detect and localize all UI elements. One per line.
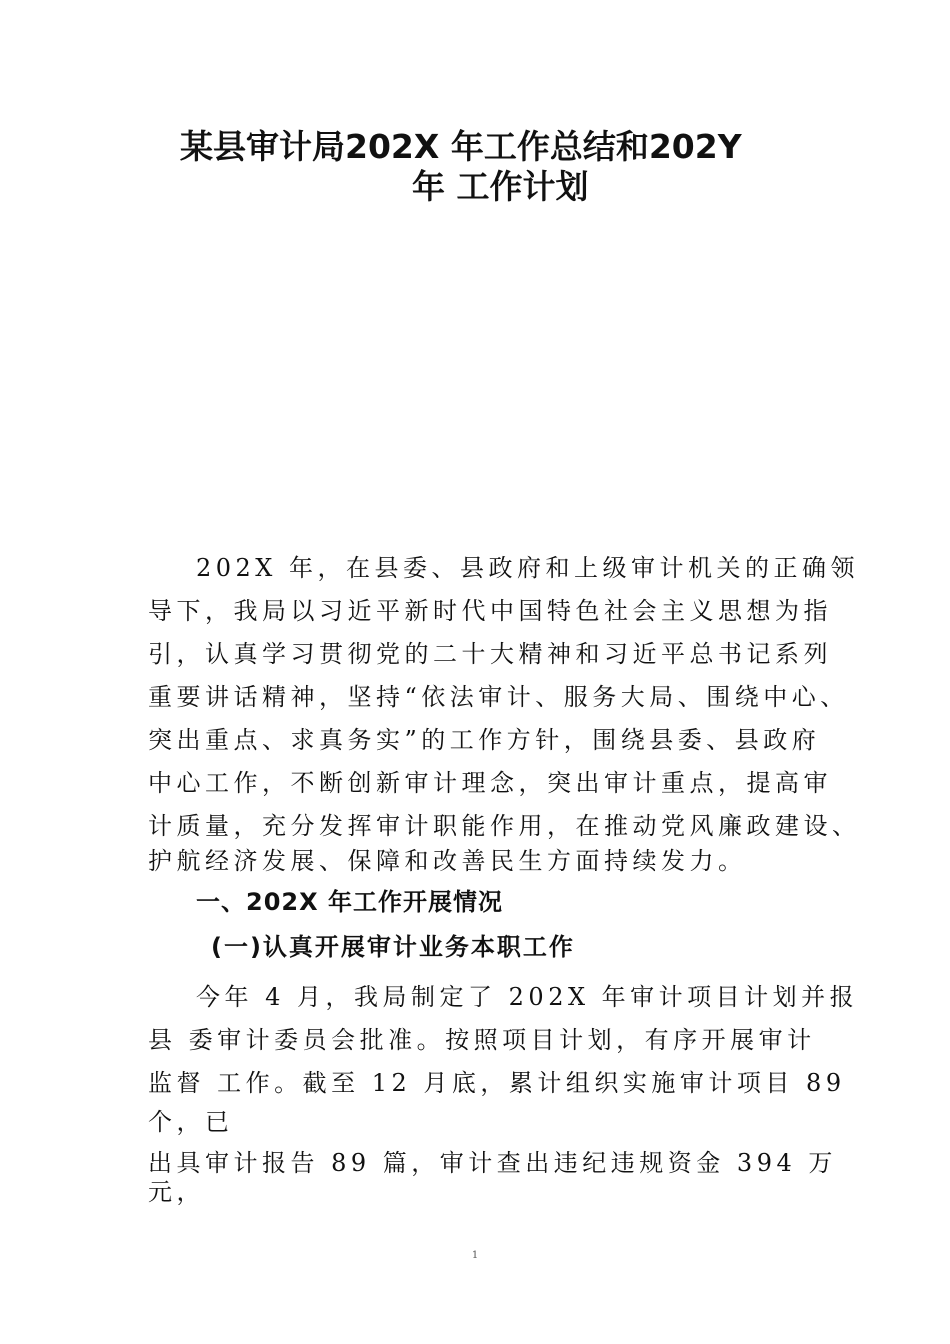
intro-paragraph-line: 202X 年，在县委、县政府和上级审计机关的正确领 <box>196 554 860 582</box>
section-heading: 一、202X 年工作开展情况 <box>196 888 503 916</box>
intro-paragraph-line: 护航经济发展、保障和改善民生方面持续发力。 <box>148 847 747 875</box>
document-title-line-2: 年 工作计划 <box>412 167 589 206</box>
subsection-heading: (一)认真开展审计业务本职工作 <box>211 933 575 961</box>
section-paragraph-line: 今年 4 月，我局制定了 202X 年审计项目计划并报 <box>196 983 859 1011</box>
intro-paragraph-line: 导下，我局以习近平新时代中国特色社会主义思想为指 <box>148 597 832 625</box>
intro-paragraph-line: 突出重点、求真务实”的工作方针，围绕县委、县政府 <box>148 726 821 754</box>
section-paragraph-line: 县 委审计委员会批准。按照项目计划，有序开展审计 <box>148 1026 816 1054</box>
intro-paragraph-line: 计质量，充分发挥审计职能作用，在推动党风廉政建设、 <box>148 812 861 840</box>
intro-paragraph-line: 中心工作，不断创新审计理念，突出审计重点，提高审 <box>148 769 832 797</box>
intro-paragraph-line: 引，认真学习贯彻党的二十大精神和习近平总书记系列 <box>148 640 832 668</box>
intro-paragraph-line: 重要讲话精神，坚持“依法审计、服务大局、围绕中心、 <box>148 683 849 711</box>
section-paragraph-line: 个，已 <box>148 1108 234 1136</box>
page-number: 1 <box>471 1250 479 1261</box>
section-paragraph-line: 监督 工作。截至 12 月底，累计组织实施审计项目 89 <box>148 1069 846 1097</box>
section-paragraph-line: 出具审计报告 89 篇，审计查出违纪违规资金 394 万 <box>148 1149 837 1177</box>
section-paragraph-line: 元， <box>148 1178 205 1206</box>
document-title-line-1: 某县审计局202X 年工作总结和202Y <box>180 127 742 166</box>
